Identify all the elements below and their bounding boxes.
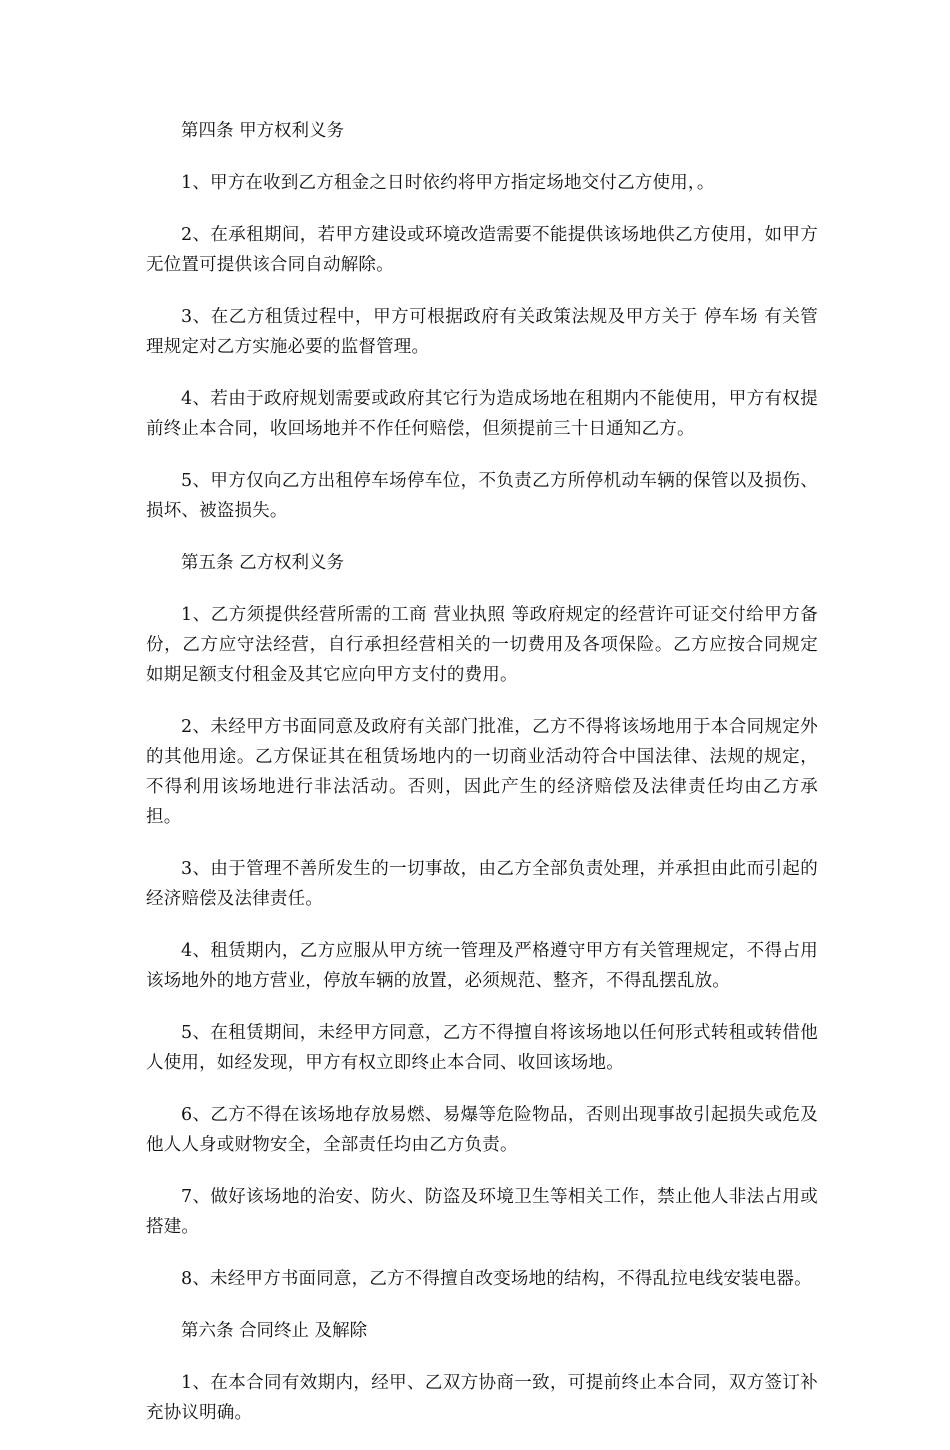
- section-5-item-4: 4、租赁期内，乙方应服从甲方统一管理及严格遵守甲方有关管理规定，不得占用该场地外的地方营业，停放车辆的放置，必须规范、整齐，不得乱摆乱放。: [146, 941, 818, 991]
- section-6-heading: 第六条 合同终止 及解除: [181, 1321, 368, 1341]
- section-5-item-7: 7、做好该场地的治安、防火、防盗及环境卫生等相关工作，禁止他人非法占用或搭建。: [146, 1187, 818, 1237]
- section-5-item-1: 1、乙方须提供经营所需的工商 营业执照 等政府规定的经营许可证交付给甲方备份，乙方应守法经营，自行承担经营相关的一切费用及各项保险。乙方应按合同规定如期足额支付租金及其它应向甲方支付的费用。: [146, 605, 818, 685]
- section-4-item-5: 5、甲方仅向乙方出租停车场停车位，不负责乙方所停机动车辆的保管以及损伤、损坏、被盗损失。: [146, 471, 818, 521]
- section-5-item-8: 8、未经甲方书面同意，乙方不得擅自改变场地的结构，不得乱拉电线安装电器。: [181, 1269, 812, 1289]
- section-4-item-4: 4、若由于政府规划需要或政府其它行为造成场地在租期内不能使用，甲方有权提前终止本合同，收回场地并不作任何赔偿，但须提前三十日通知乙方。: [146, 389, 818, 439]
- section-5-item-3: 3、由于管理不善所发生的一切事故，由乙方全部负责处理，并承担由此而引起的经济赔偿及法律责任。: [146, 859, 818, 909]
- section-4-heading: 第四条 甲方权利义务: [181, 121, 345, 141]
- section-5-item-2: 2、未经甲方书面同意及政府有关部门批准，乙方不得将该场地用于本合同规定外的其他用途。乙方保证其在租赁场地内的一切商业活动符合中国法律、法规的规定，不得利用该场地进行非法活动。否则，因此产生的经济赔偿及法律责任均由乙方承担。: [146, 717, 818, 827]
- section-6-item-1: 1、在本合同有效期内，经甲、乙双方协商一致，可提前终止本合同，双方签订补充协议明确。: [146, 1373, 818, 1423]
- section-4-item-3: 3、在乙方租赁过程中，甲方可根据政府有关政策法规及甲方关于 停车场 有关管理规定对乙方实施必要的监督管理。: [146, 307, 818, 357]
- section-5-item-6: 6、乙方不得在该场地存放易燃、易爆等危险物品，否则出现事故引起损失或危及他人人身或财物安全，全部责任均由乙方负责。: [146, 1105, 818, 1155]
- section-5-item-5: 5、在租赁期间，未经甲方同意，乙方不得擅自将该场地以任何形式转租或转借他人使用，如经发现，甲方有权立即终止本合同、收回该场地。: [146, 1023, 818, 1073]
- section-4-item-1: 1、甲方在收到乙方租金之日时依约将甲方指定场地交付乙方使用，。: [181, 173, 715, 193]
- section-5-heading: 第五条 乙方权利义务: [181, 553, 345, 573]
- section-4-item-2: 2、在承租期间，若甲方建设或环境改造需要不能提供该场地供乙方使用，如甲方无位置可提供该合同自动解除。: [146, 225, 818, 275]
- document-page: [146, 116, 818, 1450]
